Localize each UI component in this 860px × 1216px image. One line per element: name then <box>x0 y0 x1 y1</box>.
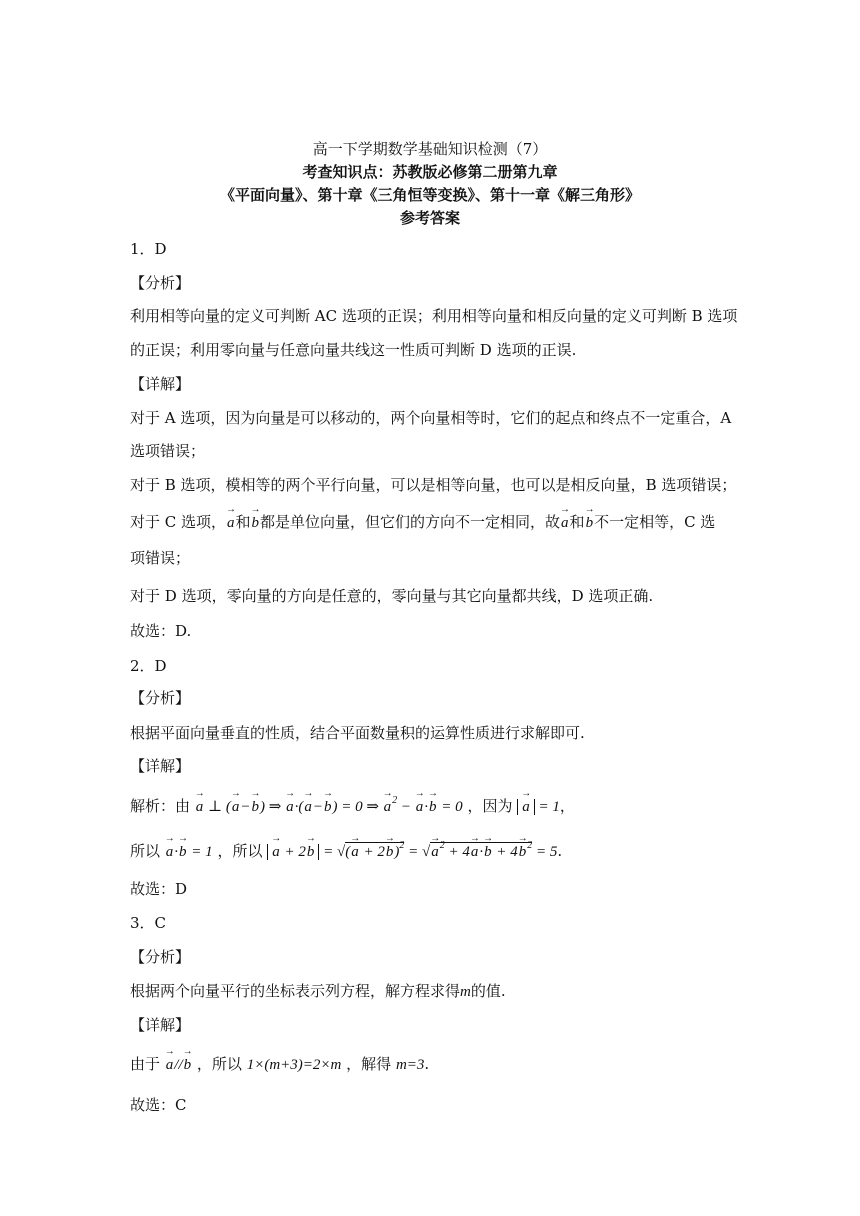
q2-choose: 故选：D <box>130 880 188 898</box>
q1-detail-line5: 项错误； <box>130 549 191 567</box>
doc-subtitle-topics: 考查知识点：苏教版必修第二册第九章 <box>302 163 558 181</box>
q2-detail-line1: 解析：由 → a ⊥ (→ a−→ b) ⇒ → a·(→ a−→ b) = 0 ⇒ → $a^2$ − → a·→ b = 0 ，因为 → a = 1， <box>130 795 575 816</box>
q3-choose: 故选：C <box>130 1096 187 1114</box>
doc-title: 高一下学期数学基础知识检测（7） <box>312 140 548 158</box>
q3-analysis-label: 【分析】 <box>130 948 191 966</box>
formula-perpendicular: → a ⊥ (→ a−→ b) ⇒ → a·(→ a−→ b) = 0 ⇒ → $a^2$ − → a·→ b = 0 <box>195 799 463 815</box>
q1-analysis-line2: 的正误；利用零向量与任意向量共线这一性质可判断 D 选项的正误. <box>130 341 577 359</box>
q2-analysis-label: 【分析】 <box>130 689 191 707</box>
doc-subtitle-answers: 参考答案 <box>399 209 460 227</box>
vector-a: → a <box>560 515 570 532</box>
q1-detail-label: 【详解】 <box>130 375 191 393</box>
vector-a: → a <box>226 515 236 532</box>
q1-detail-line4: 对于 C 选项，→ a和→ b都是单位向量，但它们的方向不一定相同，故→ a和→ b不一定相等，C 选 <box>130 511 715 532</box>
q3-detail-line1: 由于 → a//→ b ，所以 1×(m+3)=2×m ，解得 m=3. <box>130 1053 429 1074</box>
q2-detail-line2: 所以 → a·→ b = 1 ，所以 → a + 2→ b = √(→ a + 2→ b)$^2$ = √→ $a^2 + 4\to a\cdot\to b + 4\to b^2 = 5$. <box>130 840 562 861</box>
formula-parallel: → a//→ b <box>165 1057 192 1073</box>
q1-choose: 故选：D. <box>130 622 192 640</box>
q2-detail-label: 【详解】 <box>130 757 191 775</box>
q1-analysis-line1: 利用相等向量的定义可判断 AC 选项的正误；利用相等向量和相反向量的定义可判断 B 选项 <box>130 307 738 325</box>
q2-answer: 2．D <box>130 657 167 675</box>
q1-detail-line3: 对于 B 选项，模相等的两个平行向量，可以是相等向量，也可以是相反向量，B 选项错误； <box>130 476 737 494</box>
vector-b: → b <box>251 515 261 532</box>
vector-b: → b <box>585 515 595 532</box>
q3-detail-label: 【详解】 <box>130 1016 191 1034</box>
q1-analysis-label: 【分析】 <box>130 274 191 292</box>
q1-detail-line1: 对于 A 选项，因为向量是可以移动的，两个向量相等时，它们的起点和终点不一定重合，A <box>130 409 732 427</box>
q3-analysis: 根据两个向量平行的坐标表示列方程，解方程求得m的值. <box>130 982 506 1000</box>
formula-dot-ab: → a·→ b = 1 <box>165 844 213 860</box>
formula-equation: 1×(m+3)=2×m <box>246 1057 342 1073</box>
q1-answer: 1．D <box>130 240 167 258</box>
formula-result: m=3 <box>395 1057 425 1073</box>
q1-detail-line6: 对于 D 选项，零向量的方向是任意的，零向量与其它向量都共线，D 选项正确. <box>130 587 654 605</box>
doc-subtitle-chapters: 《平面向量》、第十章《三角恒等变换》、第十一章《解三角形》 <box>219 186 640 204</box>
q3-answer: 3．C <box>130 914 167 932</box>
formula-norm-a: → a = 1 <box>517 799 560 815</box>
q2-analysis: 根据平面向量垂直的性质，结合平面数量积的运算性质进行求解即可. <box>130 724 585 742</box>
formula-norm-result: → a + 2→ b = √(→ a + 2→ b)$^2$ = √→ $a^2 + 4\to a\cdot\to b + 4\to b^2 = 5$ <box>267 842 557 860</box>
q1-detail-line2: 选项错误； <box>130 442 206 460</box>
